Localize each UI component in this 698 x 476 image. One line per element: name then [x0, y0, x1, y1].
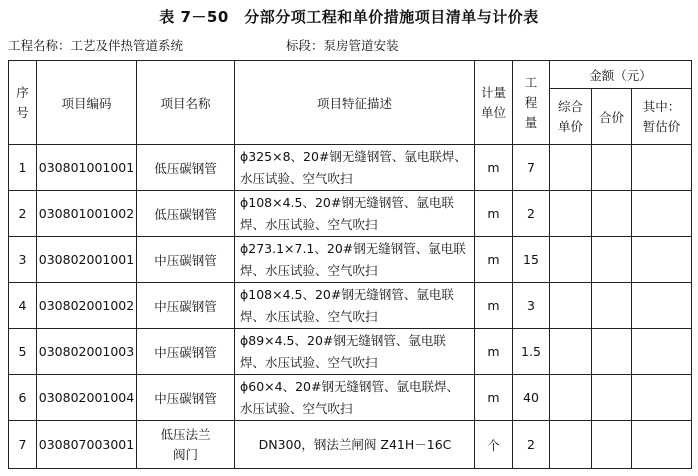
- cell-qty: 1.5: [513, 329, 550, 375]
- cell-unit-price: [550, 283, 592, 329]
- cell-unit: m: [475, 145, 513, 191]
- cell-desc: ϕ108×4.5、20#钢无缝钢管、氩电联焊、水压试验、空气吹扫: [235, 191, 475, 237]
- cell-provisional: [632, 421, 692, 469]
- cell-unit: m: [475, 237, 513, 283]
- table-row: [9, 145, 692, 191]
- table-row: [9, 283, 692, 329]
- cell-provisional: [632, 145, 692, 191]
- header-qty: 工程量: [513, 61, 550, 145]
- cell-seq: 1: [9, 145, 37, 191]
- cell-total: [592, 375, 632, 421]
- cell-code: 030802001004: [37, 375, 137, 421]
- cell-code: 030802001002: [37, 283, 137, 329]
- section-name: 标段：泵房管道安装: [286, 38, 399, 53]
- cell-qty: 40: [513, 375, 550, 421]
- header-code: 项目编码: [37, 61, 137, 145]
- header-desc: 项目特征描述: [235, 61, 475, 145]
- cell-seq: 3: [9, 237, 37, 283]
- cell-unit: m: [475, 283, 513, 329]
- cell-unit: m: [475, 375, 513, 421]
- cell-unit: m: [475, 329, 513, 375]
- cell-desc: ϕ60×4、20#钢无缝钢管、氩电联焊、水压试验、空气吹扫: [235, 375, 475, 421]
- cell-code: 030802001001: [37, 237, 137, 283]
- cell-name: 中压碳钢管: [137, 237, 235, 283]
- cell-name: 中压碳钢管: [137, 375, 235, 421]
- cell-unit-price: [550, 145, 592, 191]
- cell-desc: DN300，钢法兰闸阀 Z41H－16C: [235, 421, 475, 469]
- table-row: [9, 421, 692, 469]
- cell-name: 低压碳钢管: [137, 191, 235, 237]
- cell-name: 中压碳钢管: [137, 283, 235, 329]
- bill-of-quantities-table: [8, 60, 692, 469]
- cell-qty: 2: [513, 191, 550, 237]
- cell-unit-price: [550, 375, 592, 421]
- cell-total: [592, 283, 632, 329]
- cell-desc: ϕ89×4.5、20#钢无缝钢管、氩电联焊、水压试验、空气吹扫: [235, 329, 475, 375]
- cell-unit: m: [475, 191, 513, 237]
- cell-seq: 4: [9, 283, 37, 329]
- cell-desc: ϕ273.1×7.1、20#钢无缝钢管、氩电联焊、水压试验、空气吹扫: [235, 237, 475, 283]
- cell-qty: 7: [513, 145, 550, 191]
- cell-unit-price: [550, 191, 592, 237]
- cell-provisional: [632, 191, 692, 237]
- cell-seq: 6: [9, 375, 37, 421]
- header-seq: 序号: [9, 61, 37, 145]
- cell-desc: ϕ108×4.5、20#钢无缝钢管、氩电联焊、水压试验、空气吹扫: [235, 283, 475, 329]
- cell-name: 低压法兰阀门: [137, 421, 235, 469]
- cell-unit-price: [550, 421, 592, 469]
- cell-name: 中压碳钢管: [137, 329, 235, 375]
- cell-unit-price: [550, 237, 592, 283]
- cell-code: 030802001003: [37, 329, 137, 375]
- header-amount-group: 金额（元）: [550, 61, 692, 89]
- cell-total: [592, 145, 632, 191]
- header-name: 项目名称: [137, 61, 235, 145]
- header-total: 合价: [592, 89, 632, 145]
- cell-total: [592, 421, 632, 469]
- cell-code: 030807003001: [37, 421, 137, 469]
- header-provisional: 其中：暂估价: [632, 89, 692, 145]
- cell-qty: 15: [513, 237, 550, 283]
- cell-unit-price: [550, 329, 592, 375]
- cell-qty: 2: [513, 421, 550, 469]
- cell-provisional: [632, 329, 692, 375]
- cell-total: [592, 329, 632, 375]
- table-row: [9, 329, 692, 375]
- cell-unit: 个: [475, 421, 513, 469]
- cell-provisional: [632, 283, 692, 329]
- cell-name: 低压碳钢管: [137, 145, 235, 191]
- cell-provisional: [632, 375, 692, 421]
- cell-total: [592, 191, 632, 237]
- project-name: 工程名称：工艺及伴热管道系统: [8, 38, 184, 53]
- cell-qty: 3: [513, 283, 550, 329]
- table-row: [9, 375, 692, 421]
- header-row: [9, 61, 692, 89]
- table-title: 表 7－50 分部分项工程和单价措施项目清单与计价表: [159, 8, 539, 26]
- table-row: [9, 191, 692, 237]
- cell-desc: ϕ325×8、20#钢无缝钢管、氩电联焊、水压试验、空气吹扫: [235, 145, 475, 191]
- cell-seq: 7: [9, 421, 37, 469]
- table-row: [9, 237, 692, 283]
- header-unit-price: 综合单价: [550, 89, 592, 145]
- cell-code: 030801001001: [37, 145, 137, 191]
- cell-seq: 5: [9, 329, 37, 375]
- cell-seq: 2: [9, 191, 37, 237]
- header-unit: 计量单位: [475, 61, 513, 145]
- cell-total: [592, 237, 632, 283]
- cell-code: 030801001002: [37, 191, 137, 237]
- cell-provisional: [632, 237, 692, 283]
